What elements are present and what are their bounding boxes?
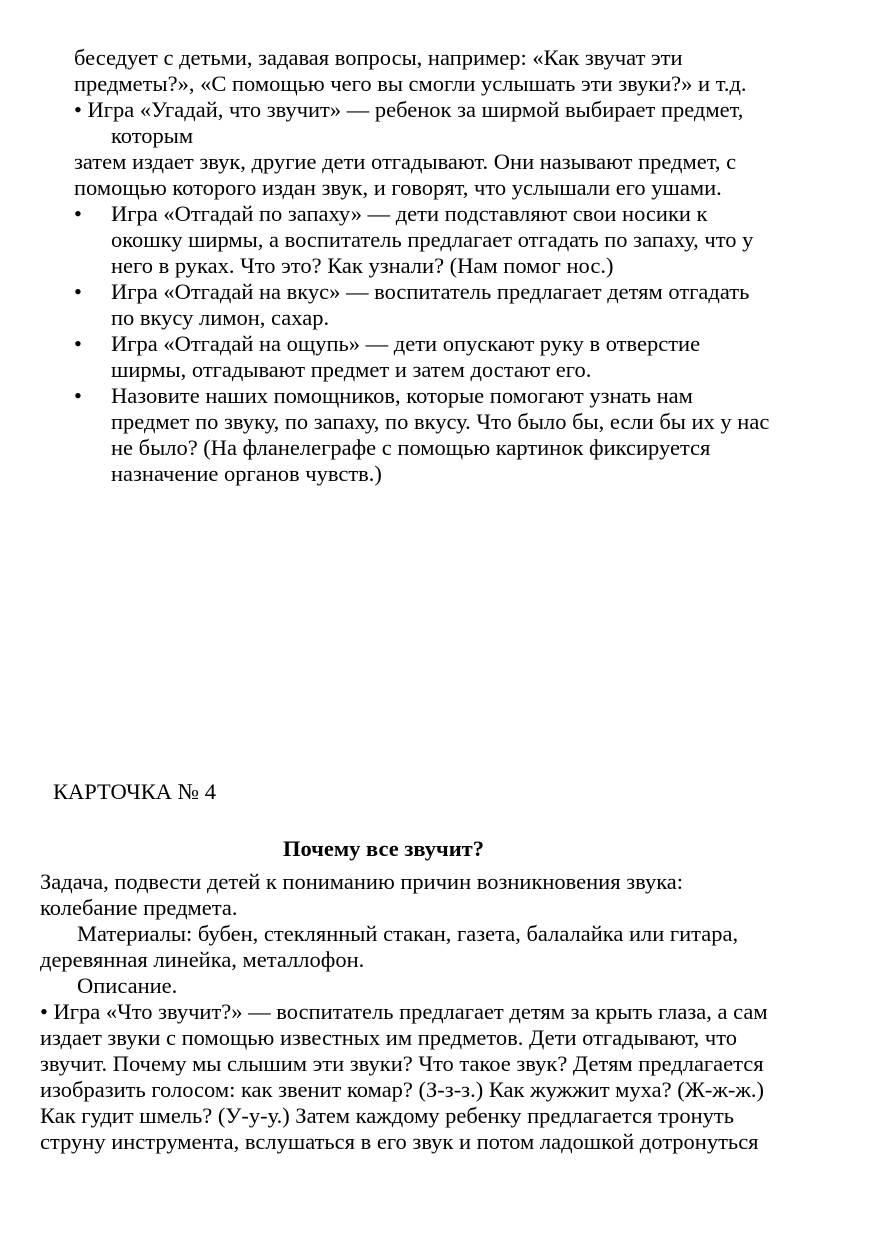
bullet-marker: • [74,201,82,226]
card-title: Почему все звучит? [283,836,484,861]
card-text-line: Материалы: бубен, стеклянный стакан, газета, балалайка или гитара, [77,921,739,946]
card-text-line: Задача, подвести детей к пониманию причин возникновения звука: [40,869,684,894]
text-line: беседует с детьми, задавая вопросы, например: «Как звучат эти [74,45,683,70]
card-text-line: колебание предмета. [40,895,238,920]
card-text-line: Описание. [77,973,178,998]
text-line: которым [111,123,194,148]
list-item-line: предмет по звуку, по запаху, по вкусу. Что было бы, если бы их у нас [111,409,770,434]
list-item-line: назначение органов чувств.) [111,461,382,486]
list-item-line: ширмы, отгадывают предмет и затем достают его. [111,357,592,382]
list-item-line: Игра «Отгадай на вкус» — воспитатель предлагает детям отгадать [111,279,750,304]
card-text-line: изобразить голосом: как звенит комар? (З-з-з.) Как жужжит муха? (Ж-ж-ж.) [40,1077,765,1102]
text-line: затем издает звук, другие дети отгадывают. Они называют предмет, с [74,149,737,174]
bullet-marker: • [74,331,82,356]
card-text-line: • Игра «Что звучит?» — воспитатель предлагает детям за крыть глаза, а сам [40,999,768,1024]
bullet-marker: • [74,383,82,408]
card-text-line: издает звуки с помощью известных им предметов. Дети отгадывают, что [40,1025,738,1050]
list-item-line: Назовите наших помощников, которые помогают узнать нам [111,383,693,408]
bullet-marker: • [74,279,82,304]
card-text-line: звучит. Почему мы слышим эти звуки? Что такое звук? Детям предлагается [40,1051,764,1076]
list-item-line: по вкусу лимон, сахар. [111,305,330,330]
text-line: помощью которого издан звук, и говорят, что услышали его ушами. [74,175,722,200]
text-line: • Игра «Угадай, что звучит» — ребенок за ширмой выбирает предмет, [74,97,744,122]
text-line: предметы?», «С помощью чего вы смогли услышать эти звуки?» и т.д. [74,71,747,96]
card-label: КАРТОЧКА № 4 [53,779,217,804]
card-text-line: Как гудит шмель? (У-у-у.) Затем каждому ребенку предлагается тронуть [40,1103,734,1128]
list-item-line: не было? (На фланелеграфе с помощью картинок фиксируется [111,435,711,460]
card-text-line: струну инструмента, вслушаться в его звук и потом ладошкой дотронуться [40,1129,759,1154]
list-item-line: Игра «Отгадай по запаху» — дети подставляют свои носики к [111,201,708,226]
list-item-line: Игра «Отгадай на ощупь» — дети опускают руку в отверстие [111,331,701,356]
list-item-line: него в руках. Что это? Как узнали? (Нам помог нос.) [111,253,614,278]
card-text-line: деревянная линейка, металлофон. [40,947,365,972]
list-item-line: окошку ширмы, а воспитатель предлагает отгадать по запаху, что у [111,227,754,252]
